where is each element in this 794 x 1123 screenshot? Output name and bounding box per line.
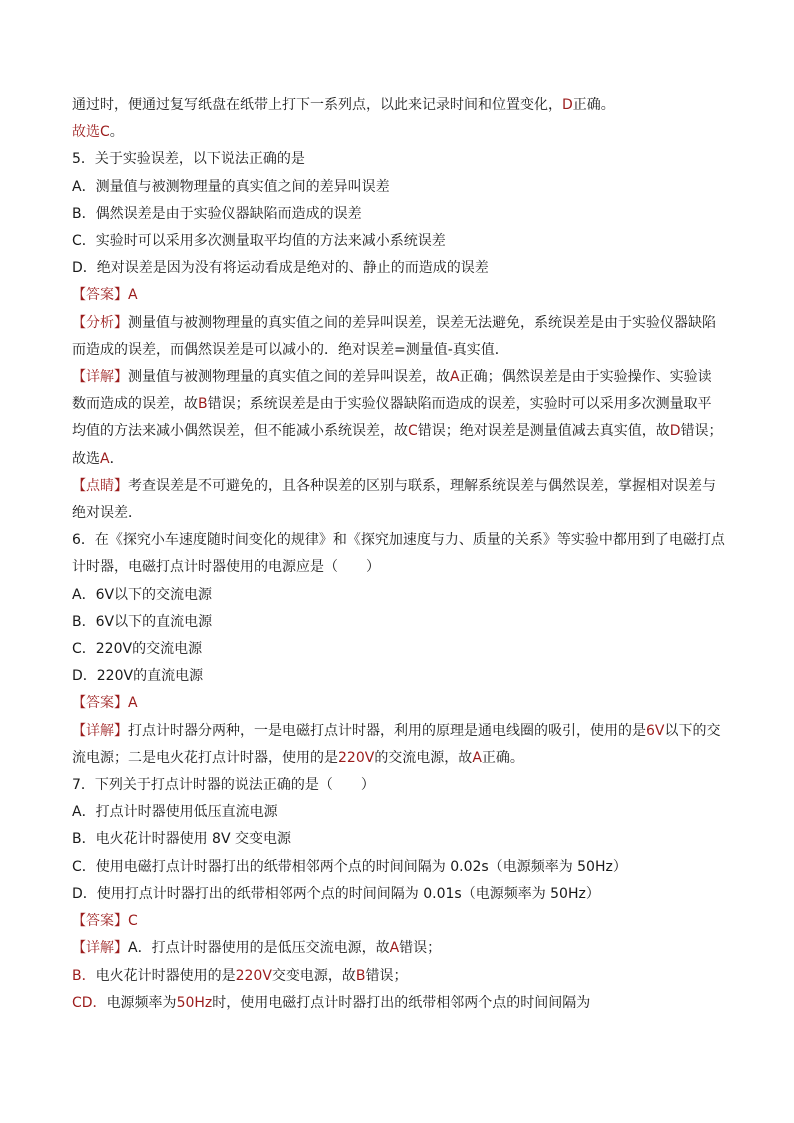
text-segment: 的交流电源，故 (374, 749, 473, 766)
text-segment: C (408, 423, 418, 440)
text-segment: 以下的交 (664, 722, 721, 739)
document-page (72, 92, 732, 1017)
text-line (72, 718, 732, 745)
text-line (72, 228, 732, 255)
text-segment: 均值的方法来减小偶然误差，但不能减小系统误差，故 (72, 423, 408, 440)
text-line (72, 174, 732, 201)
text-segment: 电源频率为 (106, 994, 177, 1011)
text-segment: 【详解】 (72, 369, 128, 386)
text-segment: 打点计时器分两种，一是电磁打点计时器，利用的原理是通电线圈的吸引，使用的是 (128, 722, 646, 739)
text-segment: 5．关于实验误差，以下说法正确的是 (72, 151, 305, 168)
text-segment: A．打点计时器使用的是低压交流电源，故 (128, 940, 390, 957)
text-segment: 正确；偶然误差是由于实验操作、实验读 (459, 369, 712, 386)
text-segment: B．电火花计时器使用 8V 交变电源 (72, 831, 291, 848)
text-segment: A．测量值与被测物理量的真实值之间的差异叫误差 (72, 178, 390, 195)
text-segment: A (100, 450, 110, 467)
text-line (72, 146, 732, 173)
text-segment: 通过时，便通过复写纸盘在纸带上打下一系列点，以此来记录时间和位置变化， (72, 97, 562, 113)
text-line (72, 201, 732, 228)
text-segment: A (472, 749, 482, 766)
text-line (72, 391, 732, 418)
text-line (72, 446, 732, 473)
text-segment: 错误；系统误差是由于实验仪器缺陷而造成的误差，实验时可以采用多次测量取平 (207, 396, 712, 413)
text-line (72, 935, 732, 962)
text-segment: 正确。 (481, 749, 524, 766)
text-line (72, 582, 732, 609)
text-segment: B．偶然误差是由于实验仪器缺陷而造成的误差 (72, 205, 362, 222)
text-line (72, 119, 732, 146)
text-segment: B (198, 396, 208, 413)
text-segment: A (450, 369, 460, 386)
text-segment: 【答案】A (72, 695, 138, 712)
text-segment: B．6V以下的直流电源 (72, 613, 213, 630)
text-segment: D．绝对误差是因为没有将运动看成是绝对的、静止的而造成的误差 (72, 260, 489, 277)
text-line (72, 854, 732, 881)
text-segment: D (562, 97, 573, 113)
text-segment: 220V (338, 749, 375, 766)
text-line (72, 310, 732, 337)
text-segment: A (389, 940, 400, 957)
text-segment: 错误； (365, 967, 408, 984)
text-segment: 故选 (72, 124, 100, 141)
text-segment: 错误；绝对误差是测量值减去真实值，故 (417, 423, 670, 440)
text-segment: C．220V的交流电源 (72, 641, 203, 658)
text-segment: 220V (235, 967, 272, 984)
text-segment: 电火花计时器使用的是 (95, 967, 236, 984)
text-segment: 计时器，电磁打点计时器使用的电源应是（ ） (72, 559, 380, 576)
text-segment: D (669, 423, 681, 440)
text-segment: ． (109, 450, 124, 467)
text-segment: 6．在《探究小车速度随时间变化的规律》和《探究加速度与力、质量的关系》等实验中都用到了电磁打点 (72, 532, 725, 549)
text-line (72, 609, 732, 636)
text-segment: C．实验时可以采用多次测量取平均值的方法来减小系统误差 (72, 233, 446, 250)
text-segment: B． (72, 967, 96, 984)
text-segment: 考查误差是不可避免的，且各种误差的区别与联系，理解系统误差与偶然误差，掌握相对误差与 (128, 477, 716, 494)
text-line (72, 282, 732, 309)
text-segment: C．使用电磁打点计时器打出的纸带相邻两个点的时间间隔为 0.02s（电源频率为 50Hz） (72, 858, 627, 875)
text-segment: 而造成的误差，而偶然误差是可以减小的．绝对误差=测量值-真实值． (72, 341, 509, 358)
text-segment: 时，使用电磁打点计时器打出的纸带相邻两个点的时间间隔为 (212, 994, 591, 1011)
text-segment: C (100, 124, 110, 141)
text-segment: 绝对误差． (72, 505, 142, 522)
text-segment: A．6V以下的交流电源 (72, 586, 213, 603)
text-segment: 【答案】A (72, 287, 138, 304)
text-line (72, 500, 732, 527)
text-segment: 测量值与被测物理量的真实值之间的差异叫误差，故 (128, 369, 450, 386)
text-segment: 。 (109, 124, 124, 141)
text-segment: 交变电源，故 (271, 967, 356, 984)
text-line (72, 636, 732, 663)
text-line (72, 418, 732, 445)
text-line (72, 473, 732, 500)
text-line (72, 364, 732, 391)
text-line (72, 799, 732, 826)
text-segment: A．打点计时器使用低压直流电源 (72, 804, 278, 821)
text-segment: 错误； (680, 423, 723, 440)
text-segment: 【点睛】 (72, 477, 128, 494)
text-line (72, 527, 732, 554)
text-line (72, 337, 732, 364)
text-line (72, 92, 732, 119)
text-segment: 错误； (399, 940, 442, 957)
text-line (72, 772, 732, 799)
text-line (72, 826, 732, 853)
text-segment: 【详解】 (72, 722, 128, 739)
text-segment: 【答案】C (72, 913, 138, 930)
text-segment: D．220V的直流电源 (72, 668, 204, 685)
text-segment: 7．下列关于打点计时器的说法正确的是（ ） (72, 777, 375, 794)
text-segment: 6V (646, 722, 665, 739)
text-line (72, 881, 732, 908)
text-line (72, 255, 732, 282)
text-segment: 正确。 (572, 97, 615, 113)
text-segment: 50Hz (176, 994, 213, 1011)
text-segment: CD． (72, 994, 107, 1011)
text-line (72, 908, 732, 935)
text-segment: 故选 (72, 450, 100, 467)
text-segment: 测量值与被测物理量的真实值之间的差异叫误差，误差无法避免，系统误差是由于实验仪器缺陷 (128, 314, 716, 331)
text-segment: 数而造成的误差，故 (72, 396, 198, 413)
text-line (72, 663, 732, 690)
text-segment: 【分析】 (72, 314, 128, 331)
text-segment: 流电源；二是电火花打点计时器，使用的是 (72, 749, 338, 766)
text-line (72, 963, 732, 990)
text-line (72, 690, 732, 717)
text-segment: 【详解】 (72, 940, 128, 957)
text-line (72, 745, 732, 772)
text-segment: D．使用打点计时器打出的纸带相邻两个点的时间间隔为 0.01s（电源频率为 50Hz） (72, 885, 600, 902)
text-segment: B (355, 967, 366, 984)
text-line (72, 990, 732, 1017)
document-body (72, 92, 732, 1017)
text-line (72, 554, 732, 581)
